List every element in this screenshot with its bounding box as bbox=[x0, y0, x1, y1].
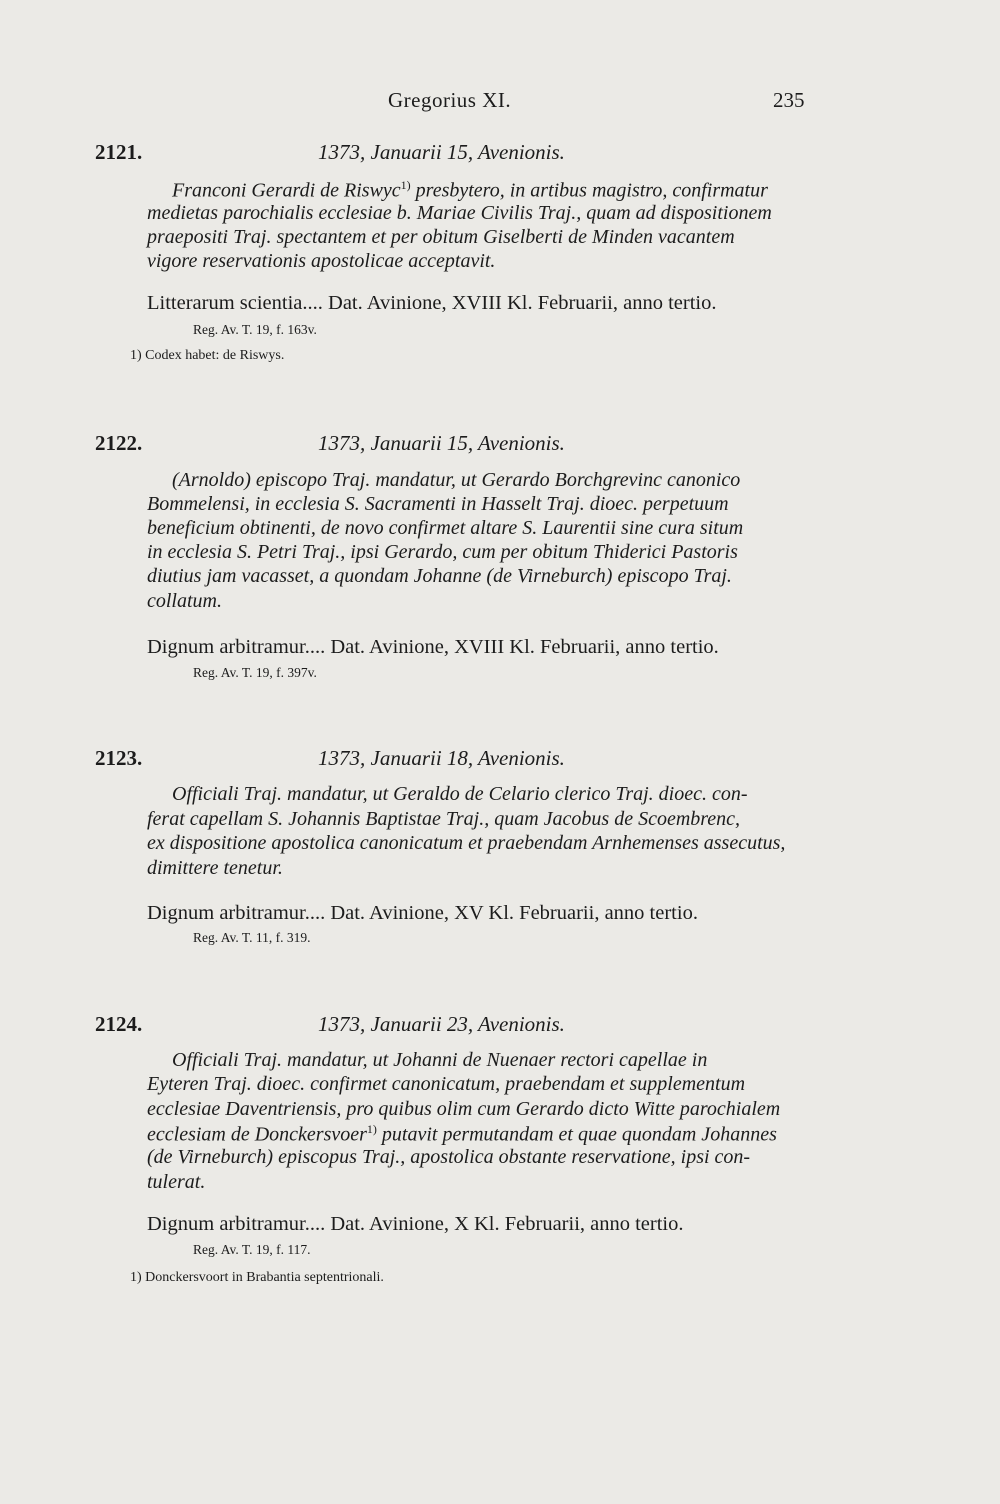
entry-text-line: tulerat. bbox=[147, 1171, 206, 1193]
footnote-marker: 1) bbox=[400, 178, 411, 192]
closing-formula: Dignum arbitramur.... Dat. Avinione, XVIII Kl. Februarii, anno tertio. bbox=[147, 636, 719, 658]
entry-date: 1373, Januarii 18, Avenionis. bbox=[318, 746, 565, 770]
closing-formula: Dignum arbitramur.... Dat. Avinione, XV Kl. Februarii, anno tertio. bbox=[147, 902, 698, 924]
entry-date: 1373, Januarii 15, Avenionis. bbox=[318, 431, 565, 455]
entry-text-line: ex dispositione apostolica canonicatum et praebendam Arnhemenses assecutus, bbox=[147, 832, 786, 854]
entry-date: 1373, Januarii 23, Avenionis. bbox=[318, 1012, 565, 1036]
entry-text-line: (de Virneburch) episcopus Traj., apostolica obstante reservatione, ipsi con- bbox=[147, 1146, 751, 1168]
entry-text-fragment: presbytero, in artibus magistro, confirmatur bbox=[410, 179, 768, 202]
entry-text-line: diutius jam vacasset, a quondam Johanne (de Virneburch) episcopo Traj. bbox=[147, 565, 732, 587]
entry-text-line: praepositi Traj. spectantem et per obitum Giselberti de Minden vacantem bbox=[147, 226, 735, 248]
entry-text-line: Bommelensi, in ecclesia S. Sacramenti in Hasselt Traj. dioec. perpetuum bbox=[147, 493, 729, 515]
entry-text-line bbox=[172, 178, 768, 203]
register-reference: Reg. Av. T. 19, f. 163v. bbox=[193, 322, 317, 337]
closing-formula: Litterarum scientia.... Dat. Avinione, XVIII Kl. Februarii, anno tertio. bbox=[147, 292, 717, 314]
footnote: 1) Codex habet: de Riswys. bbox=[130, 348, 285, 363]
footnote-marker: 1) bbox=[366, 1122, 377, 1136]
entry-number: 2121. bbox=[95, 140, 143, 164]
entry-text-line: dimittere tenetur. bbox=[147, 857, 283, 879]
entry-number: 2124. bbox=[95, 1012, 143, 1036]
entry-number: 2123. bbox=[95, 746, 143, 770]
entry-text-line: collatum. bbox=[147, 590, 222, 612]
entry-text-line: Eyteren Traj. dioec. confirmet canonicatum, praebendam et supplementum bbox=[147, 1073, 746, 1095]
entry-date: 1373, Januarii 15, Avenionis. bbox=[318, 140, 565, 164]
entry-text-line: (Arnoldo) episcopo Traj. mandatur, ut Gerardo Borchgrevinc canonico bbox=[172, 469, 741, 491]
entry-text-line bbox=[147, 1122, 777, 1147]
entry-text-line: vigore reservationis apostolicae acceptavit. bbox=[147, 250, 496, 272]
closing-formula: Dignum arbitramur.... Dat. Avinione, X Kl. Februarii, anno tertio. bbox=[147, 1213, 684, 1235]
entry-text-line: ecclesiae Daventriensis, pro quibus olim cum Gerardo dicto Witte parochialem bbox=[147, 1098, 781, 1120]
footnote: 1) Donckersvoort in Brabantia septentrionali. bbox=[130, 1270, 384, 1285]
entry-text-fragment: ecclesiam de Donckersvoer bbox=[147, 1123, 367, 1146]
running-header-title: Gregorius XI. bbox=[388, 88, 512, 112]
register-reference: Reg. Av. T. 19, f. 117. bbox=[193, 1242, 311, 1257]
entry-text-line: Officiali Traj. mandatur, ut Geraldo de Celario clerico Traj. dioec. con- bbox=[172, 783, 748, 805]
page-number: 235 bbox=[773, 88, 805, 112]
register-reference: Reg. Av. T. 19, f. 397v. bbox=[193, 665, 317, 680]
entry-text-line: Officiali Traj. mandatur, ut Johanni de Nuenaer rectori capellae in bbox=[172, 1049, 708, 1071]
entry-text-line: in ecclesia S. Petri Traj., ipsi Gerardo, cum per obitum Thiderici Pastoris bbox=[147, 541, 738, 563]
entry-text-fragment: putavit permutandam et quae quondam Johannes bbox=[376, 1123, 777, 1146]
entry-text-line: beneficium obtinenti, de novo confirmet altare S. Laurentii sine cura situm bbox=[147, 517, 744, 539]
entry-number: 2122. bbox=[95, 431, 143, 455]
entry-text-line: ferat capellam S. Johannis Baptistae Traj., quam Jacobus de Scoembrenc, bbox=[147, 808, 741, 830]
entry-text-line: medietas parochialis ecclesiae b. Mariae Civilis Traj., quam ad dispositionem bbox=[147, 202, 772, 224]
entry-text-fragment: Franconi Gerardi de Riswyc bbox=[172, 179, 401, 202]
register-reference: Reg. Av. T. 11, f. 319. bbox=[193, 930, 311, 945]
